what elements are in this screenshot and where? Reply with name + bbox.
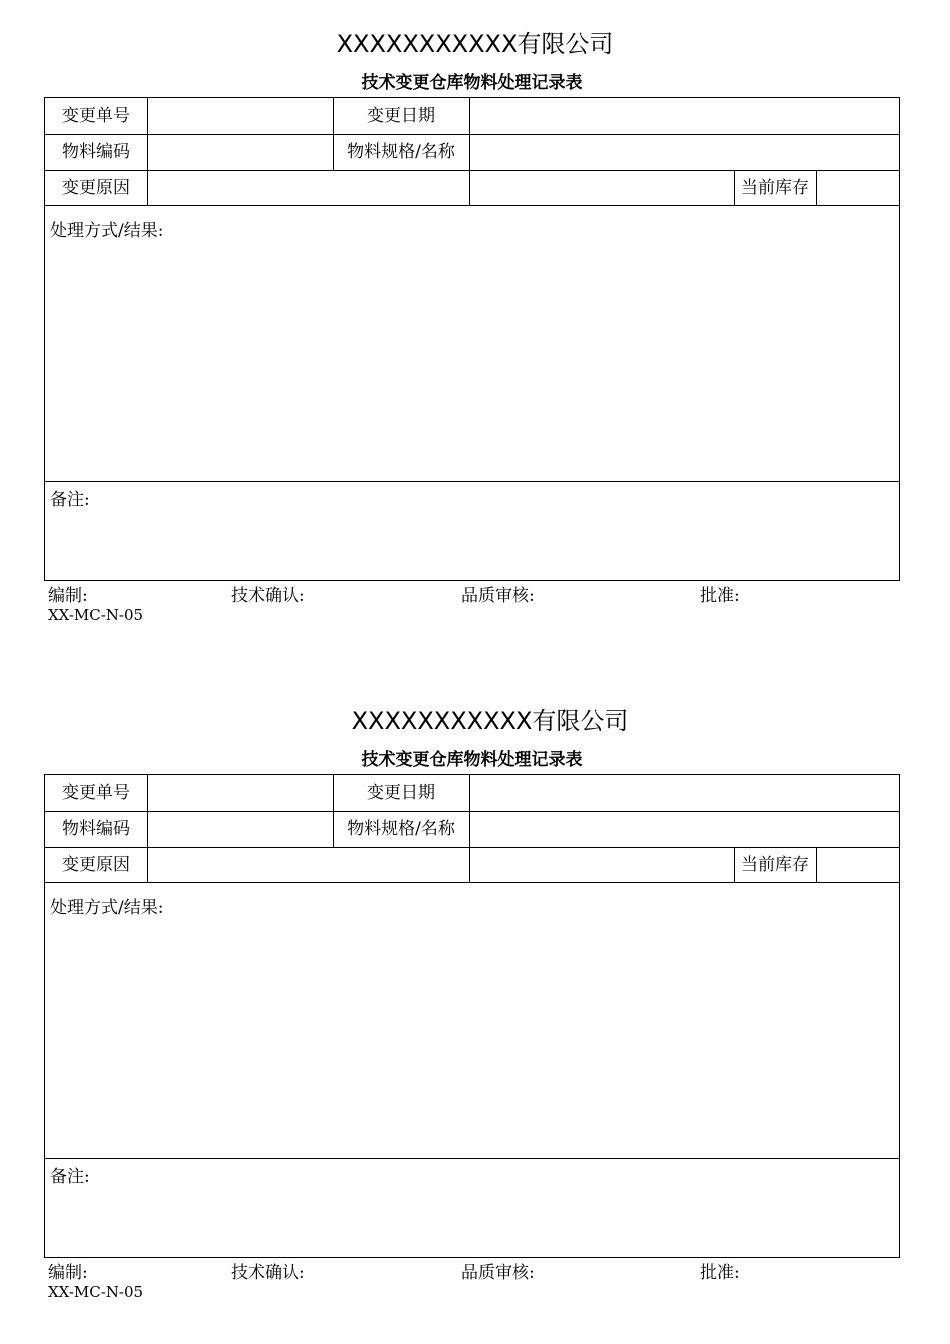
change-date-label: 变更日期 bbox=[367, 106, 435, 126]
change-reason-label: 变更原因 bbox=[62, 178, 130, 198]
change-no-label: 变更单号 bbox=[62, 106, 130, 126]
tech-confirm-label: 技术确认: bbox=[231, 1263, 305, 1283]
remarks-field[interactable] bbox=[45, 1185, 899, 1255]
change-reason-extra-field[interactable] bbox=[470, 847, 734, 883]
material-code-field[interactable] bbox=[148, 134, 333, 170]
form-table bbox=[44, 774, 900, 1258]
material-spec-label: 物料规格/名称 bbox=[347, 142, 455, 162]
handling-label: 处理方式/结果: bbox=[50, 221, 164, 241]
material-spec-field[interactable] bbox=[470, 811, 899, 847]
change-date-field[interactable] bbox=[470, 98, 899, 134]
document-code: XX-MC-N-05 bbox=[48, 606, 144, 624]
record-form bbox=[0, 0, 950, 640]
material-spec-field[interactable] bbox=[470, 134, 899, 170]
material-code-field[interactable] bbox=[148, 811, 333, 847]
current-stock-label: 当前库存 bbox=[741, 178, 809, 198]
remarks-label: 备注: bbox=[50, 490, 90, 510]
material-code-label: 物料编码 bbox=[62, 819, 130, 839]
change-date-field[interactable] bbox=[470, 775, 899, 811]
approve-label: 批准: bbox=[700, 586, 740, 606]
remarks-label: 备注: bbox=[50, 1167, 90, 1187]
change-no-field[interactable] bbox=[148, 775, 333, 811]
handling-field[interactable] bbox=[45, 915, 899, 1158]
material-code-label: 物料编码 bbox=[62, 142, 130, 162]
change-reason-field[interactable] bbox=[148, 170, 469, 206]
record-form bbox=[0, 677, 950, 1317]
approve-label: 批准: bbox=[700, 1263, 740, 1283]
handling-field[interactable] bbox=[45, 238, 899, 481]
prepared-by-label: 编制: bbox=[48, 586, 88, 606]
change-no-field[interactable] bbox=[148, 98, 333, 134]
change-no-label: 变更单号 bbox=[62, 783, 130, 803]
form-title: 技术变更仓库物料处理记录表 bbox=[361, 750, 583, 770]
quality-review-label: 品质审核: bbox=[461, 1263, 535, 1283]
form-title: 技术变更仓库物料处理记录表 bbox=[361, 73, 583, 93]
change-reason-label: 变更原因 bbox=[62, 855, 130, 875]
change-date-label: 变更日期 bbox=[367, 783, 435, 803]
quality-review-label: 品质审核: bbox=[461, 586, 535, 606]
current-stock-field[interactable] bbox=[817, 847, 899, 883]
current-stock-label: 当前库存 bbox=[741, 855, 809, 875]
handling-label: 处理方式/结果: bbox=[50, 898, 164, 918]
form-table bbox=[44, 97, 900, 581]
company-name: XXXXXXXXXXX有限公司 bbox=[336, 30, 614, 58]
remarks-field[interactable] bbox=[45, 508, 899, 578]
change-reason-field[interactable] bbox=[148, 847, 469, 883]
company-name: XXXXXXXXXXX有限公司 bbox=[351, 707, 629, 735]
document-code: XX-MC-N-05 bbox=[48, 1283, 144, 1301]
change-reason-extra-field[interactable] bbox=[470, 170, 734, 206]
prepared-by-label: 编制: bbox=[48, 1263, 88, 1283]
current-stock-field[interactable] bbox=[817, 170, 899, 206]
tech-confirm-label: 技术确认: bbox=[231, 586, 305, 606]
material-spec-label: 物料规格/名称 bbox=[347, 819, 455, 839]
